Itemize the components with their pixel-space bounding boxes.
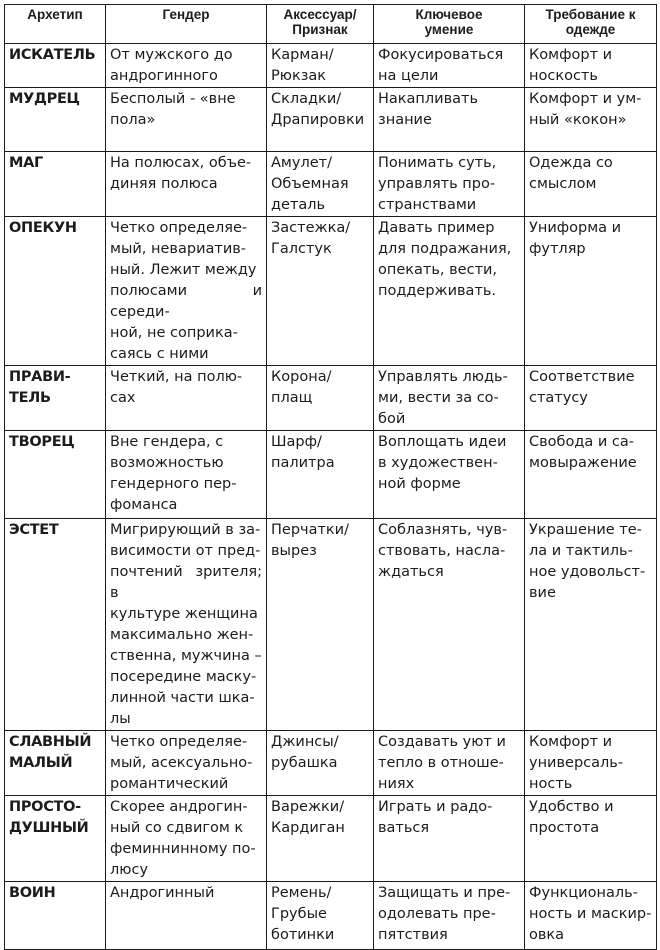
header-accessory: Аксессуар/ Признак [267,5,374,44]
accessory-cell: Корона/ плащ [267,366,374,431]
table-row [5,796,657,882]
gender-cell: На полюсах, объе- диняя полюса [106,152,267,217]
skill-cell: Давать пример для подражания, опекать, вести, поддерживать. [374,217,525,366]
archetype-table [4,4,657,950]
gender-cell: Четко определяе- мый, невариатив- ный. Лежит между полюсами и середи- ной, не соприка- саясь с ними [106,217,267,366]
gender-cell: Скорее андрогин- ный со сдвигом к феминнинному по- люсу [106,796,267,882]
archetype-cell: МУДРЕЦ [5,88,106,152]
skill-cell: Соблазнять, чув- ствовать, насла- ждаться [374,519,525,731]
accessory-cell: Шарф/ палитра [267,431,374,519]
accessory-cell: Складки/ Драпировки [267,88,374,152]
requirement-cell: Униформа и футляр [525,217,657,366]
table-header-row [5,5,657,44]
gender-cell: Четкий, на полю- сах [106,366,267,431]
table-row [5,519,657,731]
accessory-cell: Карман/ Рюкзак [267,44,374,88]
header-requirement: Требование к одежде [525,5,657,44]
archetype-cell: МАГ [5,152,106,217]
gender-cell: Мигрирующий в за- висимости от пред- почтений зрителя; в культуре женщина максимально жен- ственна, мужчина – посередине маску- линной части шка- лы [106,519,267,731]
header-archetype: Архетип [5,5,106,44]
archetype-cell: ОПЕКУН [5,217,106,366]
skill-cell: Накапливать знание [374,88,525,152]
archetype-cell: ПРОСТО- ДУШНЫЙ [5,796,106,882]
requirement-cell: Комфорт и ум- ный «кокон» [525,88,657,152]
skill-cell: Играть и радо- ваться [374,796,525,882]
skill-cell: Фокусироваться на цели [374,44,525,88]
accessory-cell: Застежка/ Галстук [267,217,374,366]
requirement-cell: Комфорт и универсаль- ность [525,731,657,796]
table-row [5,44,657,88]
requirement-cell: Одежда со смыслом [525,152,657,217]
gender-cell: От мужского до андрогинного [106,44,267,88]
requirement-cell: Функциональ- ность и маскир- овка [525,882,657,950]
table-row [5,366,657,431]
accessory-cell: Ремень/ Грубые ботинки [267,882,374,950]
requirement-cell: Свобода и са- мовыражение [525,431,657,519]
skill-cell: Управлять людь- ми, вести за со- бой [374,366,525,431]
table-row [5,152,657,217]
gender-cell: Бесполый - «вне пола» [106,88,267,152]
archetype-cell: ЭСТЕТ [5,519,106,731]
table-row [5,88,657,152]
requirement-cell: Удобство и простота [525,796,657,882]
archetype-cell: ПРАВИ- ТЕЛЬ [5,366,106,431]
gender-cell: Андрогинный [106,882,267,950]
header-gender: Гендер [106,5,267,44]
archetype-cell: ИСКАТЕЛЬ [5,44,106,88]
archetype-cell: ТВОРЕЦ [5,431,106,519]
table-row [5,882,657,950]
archetype-cell: СЛАВНЫЙ МАЛЫЙ [5,731,106,796]
accessory-cell: Перчатки/ вырез [267,519,374,731]
accessory-cell: Варежки/ Кардиган [267,796,374,882]
requirement-cell: Украшение те- ла и тактиль- ное удовольст- вие [525,519,657,731]
skill-cell: Создавать уют и тепло в отноше- ниях [374,731,525,796]
requirement-cell: Комфорт и носкость [525,44,657,88]
skill-cell: Защищать и пре- одолевать пре- пятствия [374,882,525,950]
requirement-cell: Соответствие статусу [525,366,657,431]
table-row [5,217,657,366]
table-row [5,731,657,796]
skill-cell: Воплощать идеи в художествен- ной форме [374,431,525,519]
gender-cell: Вне гендера, с возможностью гендерного пер- фоманса [106,431,267,519]
accessory-cell: Джинсы/ рубашка [267,731,374,796]
skill-cell: Понимать суть, управлять про- странствами [374,152,525,217]
header-skill: Ключевое умение [374,5,525,44]
accessory-cell: Амулет/ Объемная деталь [267,152,374,217]
archetype-cell: ВОИН [5,882,106,950]
gender-cell: Четко определяе- мый, асексуально- романтический [106,731,267,796]
table-row [5,431,657,519]
